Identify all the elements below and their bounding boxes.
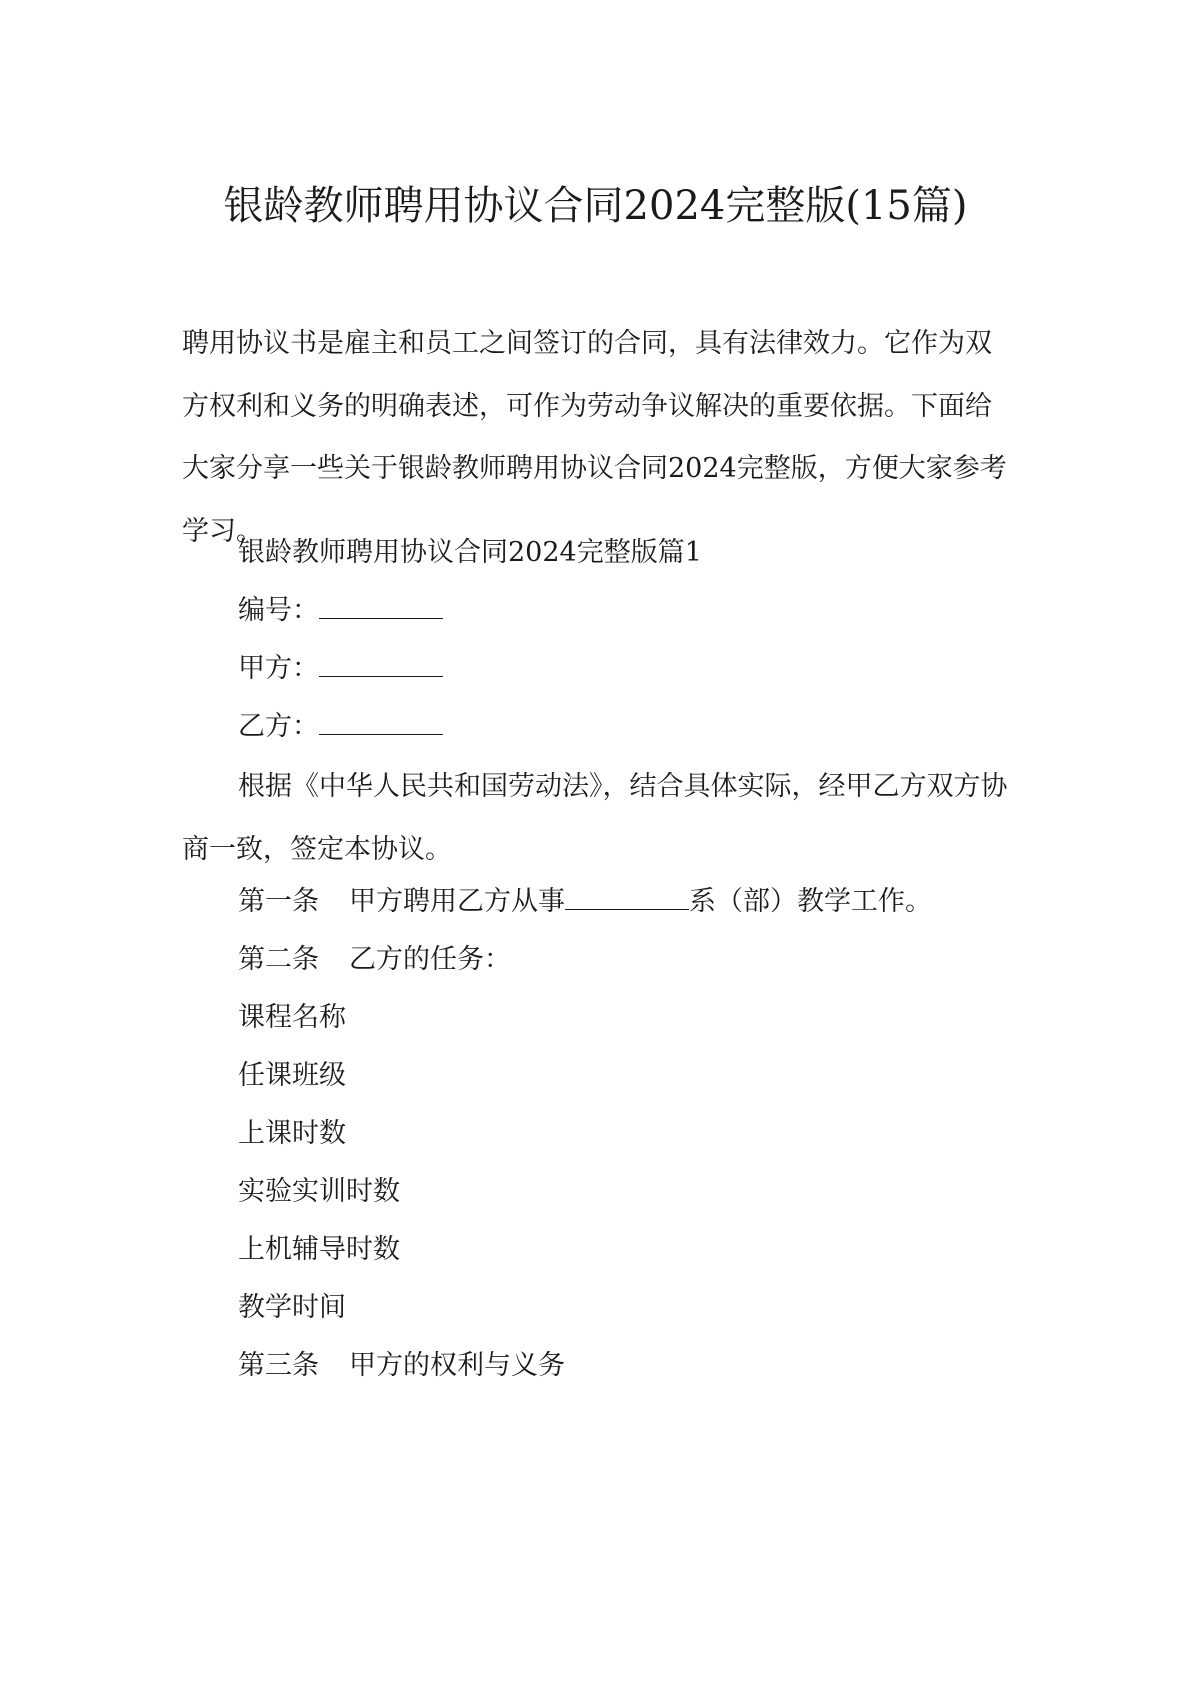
article-2-number: 第二条 bbox=[238, 944, 319, 975]
preamble-paragraph: 根据《中华人民共和国劳动法》，结合具体实际，经甲乙方双方协商一致，签定本协议。 bbox=[182, 771, 1008, 865]
field-number-blank[interactable] bbox=[319, 592, 443, 619]
article-1-text-before: 甲方聘用乙方从事 bbox=[349, 886, 565, 917]
intro-paragraph: 聘用协议书是雇主和员工之间签订的合同，具有法律效力。它作为双方权利和义务的明确表述，可作为劳动争议解决的重要依据。下面给大家分享一些关于银龄教师聘用协议合同2024完整版，方便大家参考学习。 bbox=[182, 328, 1007, 547]
field-party-a-label: 甲方： bbox=[238, 653, 319, 684]
task-item: 课程名称 bbox=[238, 1002, 346, 1033]
article-1-blank[interactable] bbox=[565, 883, 689, 910]
field-party-b-blank[interactable] bbox=[319, 708, 443, 735]
document-title: 银龄教师聘用协议合同2024完整版(15篇) bbox=[223, 183, 968, 229]
field-party-b bbox=[238, 707, 443, 747]
field-party-a bbox=[238, 649, 443, 689]
field-number bbox=[238, 591, 443, 631]
task-item: 任课班级 bbox=[238, 1060, 346, 1091]
article-3 bbox=[238, 1346, 565, 1386]
task-item: 实验实训时数 bbox=[238, 1176, 400, 1207]
article-1 bbox=[238, 882, 932, 922]
section-heading: 银龄教师聘用协议合同2024完整版篇1 bbox=[238, 537, 702, 568]
field-number-label: 编号： bbox=[238, 595, 319, 626]
article-1-text-after: 系（部）教学工作。 bbox=[689, 886, 932, 917]
field-party-a-blank[interactable] bbox=[319, 650, 443, 677]
article-1-number: 第一条 bbox=[238, 886, 319, 917]
task-item: 教学时间 bbox=[238, 1292, 346, 1323]
article-3-text: 甲方的权利与义务 bbox=[349, 1350, 565, 1381]
task-item: 上机辅导时数 bbox=[238, 1234, 400, 1265]
article-2 bbox=[238, 940, 511, 980]
article-2-text: 乙方的任务： bbox=[349, 944, 511, 975]
article-3-number: 第三条 bbox=[238, 1350, 319, 1381]
field-party-b-label: 乙方： bbox=[238, 711, 319, 742]
task-item: 上课时数 bbox=[238, 1118, 346, 1149]
